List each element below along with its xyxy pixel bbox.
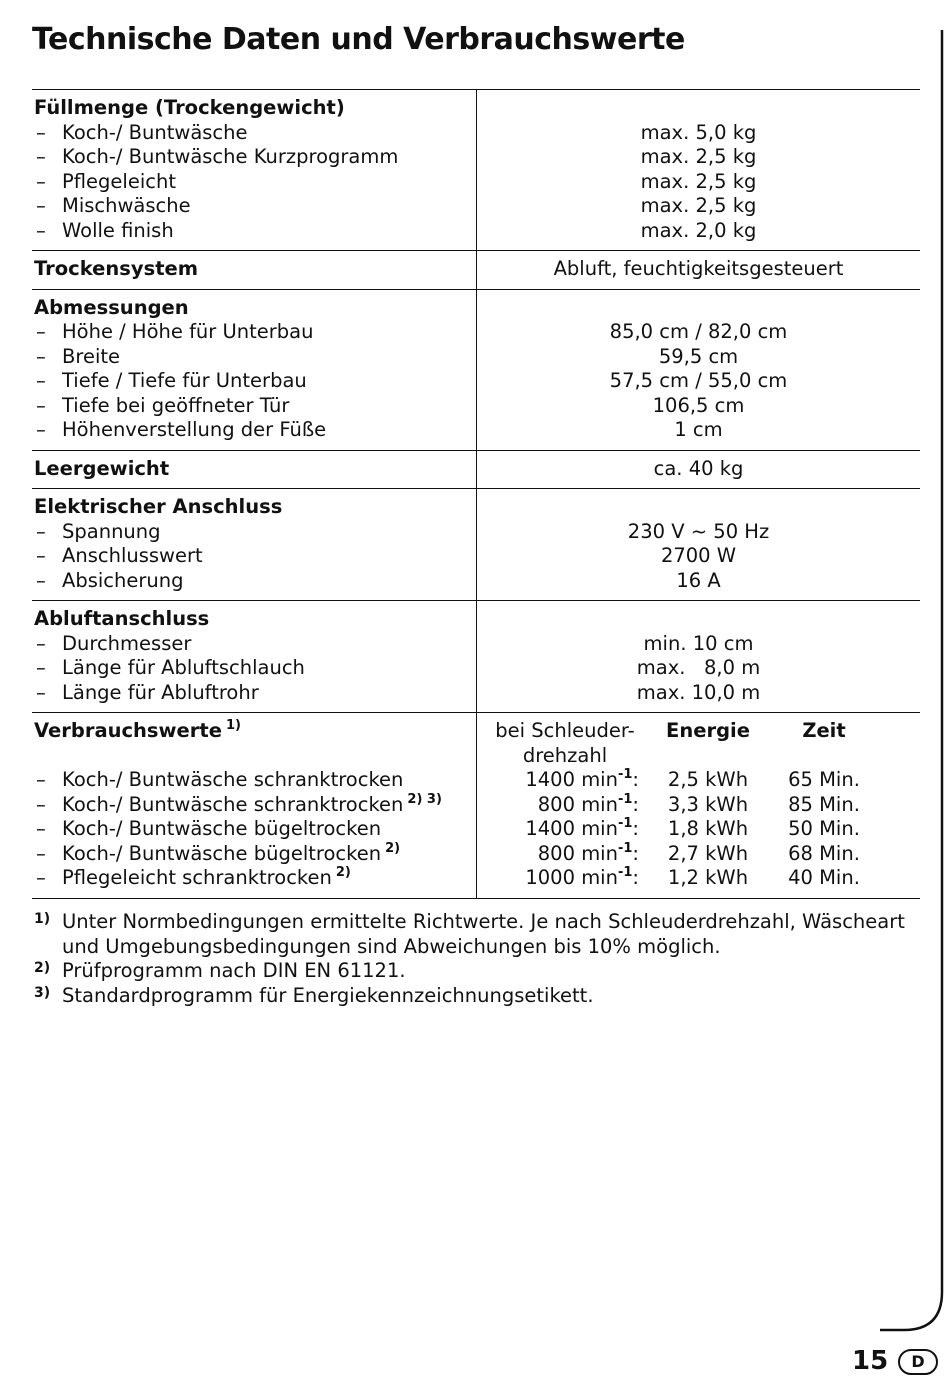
- section-heading: Trockensystem: [34, 257, 199, 280]
- footnote-ref: 1): [225, 718, 241, 733]
- section-leergewicht: [32, 450, 920, 489]
- language-badge: D: [898, 1349, 938, 1375]
- list-item: – Absicherung: [36, 568, 184, 592]
- section-heading: Füllmenge (Trockengewicht): [34, 96, 345, 119]
- list-item: – Tiefe bei geöffneter Tür: [36, 393, 290, 417]
- value: max. 5,0 kg: [640, 120, 757, 144]
- value: max. 2,5 kg: [640, 194, 757, 217]
- value: max. 10,0 m: [636, 680, 761, 704]
- value: 57,5 cm / 55,0 cm: [609, 369, 788, 392]
- list-item: – Koch-/ Buntwäsche: [36, 120, 248, 144]
- value: max. 8,0 m: [636, 656, 761, 679]
- table-row: 1000 $\min^{-1}$: 1,2 kWh 40 Min.: [525, 865, 860, 889]
- value: 1 cm: [674, 418, 723, 441]
- section-heading: Leergewicht: [34, 456, 170, 480]
- footnote-text: Unter Normbedingungen ermittelte Richtwerte. Je nach Schleuderdrehzahl, Wäscheart und Umgebungsbedingungen sind Abweichungen bis 10% möglich.: [62, 910, 905, 958]
- consumption-table: [491, 719, 879, 891]
- list-item: – Koch-/ Buntwäsche Kurzprogramm: [36, 145, 399, 168]
- value: 85,0 cm / 82,0 cm: [609, 320, 788, 343]
- list-item: – Mischwäsche: [36, 194, 191, 217]
- footnote-ref: 2): [385, 840, 401, 856]
- value: 59,5 cm: [658, 344, 739, 368]
- specs-table: [32, 89, 920, 899]
- footnote: [34, 959, 914, 984]
- list-item: – Breite: [36, 344, 121, 368]
- section-abluft: [32, 601, 920, 713]
- value: Abluft, feuchtigkeitsgesteuert: [553, 257, 844, 280]
- section-heading: Abmessungen: [34, 295, 189, 319]
- section-heading: Elektrischer Anschluss: [34, 495, 283, 518]
- value: max. 2,5 kg: [640, 169, 757, 193]
- section-verbrauch: [32, 713, 920, 899]
- section-heading: Abluftanschluss: [34, 607, 210, 630]
- page-number: 15: [852, 1346, 889, 1376]
- list-item: – Wolle finish: [36, 218, 174, 242]
- footnote-ref: 2) 3): [407, 791, 442, 807]
- list-item: – Koch-/ Buntwäsche schranktrocken $^{2) 3)}$: [36, 791, 442, 816]
- list-item: – Höhenverstellung der Füße: [36, 418, 327, 441]
- footnote-text: Prüfprogramm nach DIN EN 61121.: [62, 959, 406, 982]
- footnote: [34, 984, 914, 1009]
- list-item: – Länge für Abluftrohr: [36, 680, 259, 704]
- column-header-speed: bei Schleuder- drehzahl: [495, 719, 635, 767]
- value: 106,5 cm: [652, 393, 745, 417]
- column-header-time: Zeit: [802, 719, 846, 742]
- list-item: – Pflegeleicht schranktrocken $^{2)}$: [36, 865, 351, 889]
- footnote-text: Standardprogramm für Energiekennzeichnungsetikett.: [62, 983, 594, 1007]
- list-item: – Spannung: [36, 519, 161, 543]
- value: max. 2,5 kg: [640, 145, 757, 168]
- footnotes: [34, 910, 914, 1008]
- table-row: 800 $\min^{-1}$: 2,7 kWh 68 Min.: [537, 840, 860, 865]
- table-row: 1400 $\min^{-1}$: 2,5 kWh 65 Min.: [525, 767, 860, 791]
- column-header-energy: Energie: [666, 719, 750, 742]
- footnote-ref: 2): [335, 865, 351, 880]
- footnote: [34, 910, 914, 959]
- section-trockensystem: [32, 251, 920, 290]
- table-row: 1400 $\min^{-1}$: 1,8 kWh 50 Min.: [525, 816, 860, 840]
- value: min. 10 cm: [643, 631, 754, 655]
- list-item: – Koch-/ Buntwäsche schranktrocken: [36, 768, 404, 791]
- list-item: – Pflegeleicht: [36, 169, 176, 193]
- value: max. 2,0 kg: [640, 218, 757, 242]
- list-item: – Durchmesser: [36, 631, 192, 655]
- list-item: – Anschlusswert: [36, 544, 203, 567]
- list-item: – Koch-/ Buntwäsche bügeltrocken: [36, 817, 382, 840]
- list-item: – Koch-/ Buntwäsche bügeltrocken $^{2)}$: [36, 840, 401, 865]
- section-fuellmenge: [32, 90, 920, 251]
- list-item: – Höhe / Höhe für Unterbau: [36, 320, 314, 343]
- section-elektrisch: [32, 489, 920, 601]
- value: 16 A: [676, 568, 721, 592]
- section-heading: Verbrauchswerte $^{1)}$: [34, 718, 241, 742]
- footnote-mark: 1): [34, 911, 51, 927]
- section-abmessungen: [32, 289, 920, 450]
- value: 2700 W: [660, 544, 737, 567]
- list-item: – Länge für Abluftschlauch: [36, 656, 305, 679]
- footnote-mark: 2): [34, 960, 51, 976]
- page-title: Technische Daten und Verbrauchswerte: [32, 22, 685, 57]
- value: 230 V ~ 50 Hz: [627, 519, 770, 543]
- footnote-mark: 3): [34, 984, 51, 1001]
- value: ca. 40 kg: [653, 456, 744, 480]
- list-item: – Tiefe / Tiefe für Unterbau: [36, 369, 307, 392]
- table-row: 800 $\min^{-1}$: 3,3 kWh 85 Min.: [537, 791, 860, 816]
